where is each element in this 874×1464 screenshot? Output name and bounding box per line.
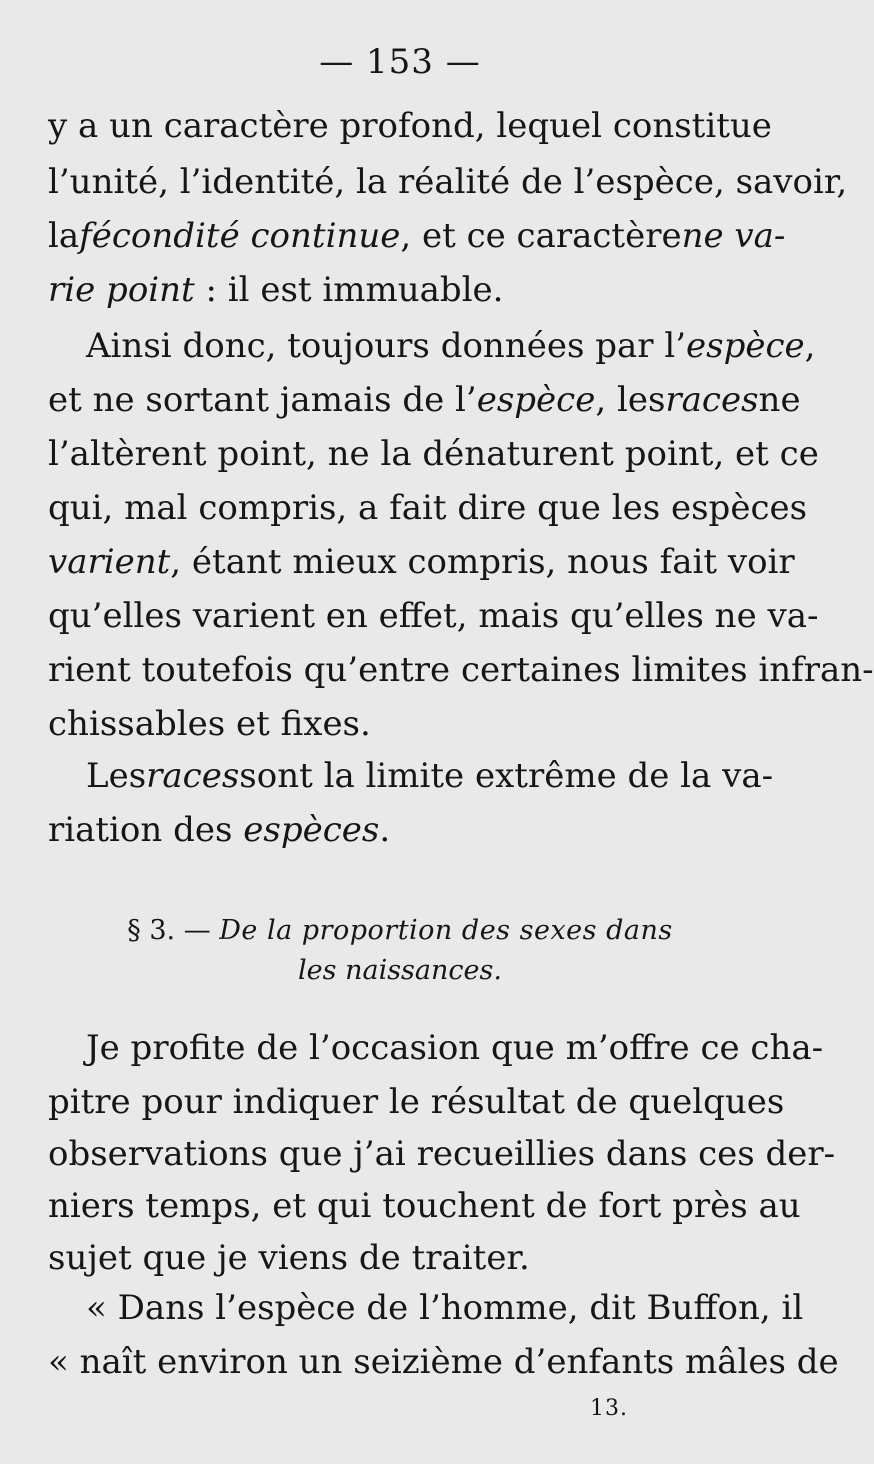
text-line bbox=[48, 266, 752, 314]
italic-term: espèce bbox=[476, 380, 596, 420]
section-number: § 3. — bbox=[127, 915, 220, 946]
italic-term: races bbox=[146, 756, 240, 796]
text-span: , bbox=[804, 326, 816, 366]
section-title: De la proportion des sexes dans bbox=[219, 915, 673, 946]
page-number: — 153 — bbox=[319, 42, 481, 82]
text-line bbox=[86, 322, 816, 370]
text-line: sujet que je viens de traiter. bbox=[48, 1238, 530, 1278]
text-span: sont la limite extrême de la va- bbox=[239, 756, 774, 796]
section-heading bbox=[0, 912, 800, 950]
text-span: , et ce caractère bbox=[400, 216, 682, 256]
text-line: qu’elles varient en effet, mais qu’elles ne va- bbox=[48, 596, 819, 636]
text-line: niers temps, et qui touchent de fort près au bbox=[48, 1186, 801, 1226]
italic-term: espèce bbox=[686, 326, 805, 366]
text-line bbox=[48, 806, 752, 854]
text-span: : il est immuable. bbox=[194, 270, 504, 310]
text-line: l’altèrent point, ne la dénaturent point, et ce bbox=[48, 434, 819, 474]
text-line: chissables et fixes. bbox=[48, 704, 371, 744]
text-line bbox=[86, 752, 774, 800]
text-line bbox=[48, 538, 795, 586]
italic-term: espèces bbox=[243, 810, 380, 850]
text-span: . bbox=[379, 810, 391, 850]
italic-term: races bbox=[665, 380, 759, 420]
text-span: , étant mieux compris, nous fait voir bbox=[170, 542, 795, 582]
signature-mark: 13. bbox=[590, 1396, 628, 1421]
quote-line: « Dans l’espèce de l’homme, dit Buffon, il bbox=[86, 1288, 804, 1328]
text-line: Je profite de l’occasion que m’offre ce cha- bbox=[86, 1028, 824, 1068]
quote-line: « naît environ un seizième d’enfants mâles de bbox=[48, 1342, 839, 1382]
text-span: et ne sortant jamais de l’ bbox=[48, 380, 477, 420]
text-line bbox=[48, 376, 801, 424]
text-line: observations que j’ai recueillies dans ces der- bbox=[48, 1134, 836, 1174]
text-line: l’unité, l’identité, la réalité de l’espèce, savoir, bbox=[48, 162, 848, 202]
text-span: ne bbox=[758, 380, 801, 420]
italic-term: ne va- bbox=[681, 216, 786, 256]
text-span: riation des bbox=[48, 810, 244, 850]
text-span: , les bbox=[595, 380, 666, 420]
text-line: qui, mal compris, a fait dire que les espèces bbox=[48, 488, 808, 528]
text-span: Ainsi donc, toujours données par l’ bbox=[86, 326, 686, 366]
italic-term: varient bbox=[48, 542, 171, 582]
text-line: rient toutefois qu’entre certaines limites infran- bbox=[48, 650, 874, 690]
italic-term: fécondité continue bbox=[79, 216, 401, 256]
text-line: y a un caractère profond, lequel constitue bbox=[48, 106, 772, 146]
text-span: la bbox=[48, 216, 80, 256]
italic-term: rie point bbox=[48, 270, 195, 310]
text-line bbox=[48, 212, 786, 260]
text-span: Les bbox=[86, 756, 147, 796]
text-line: pitre pour indiquer le résultat de quelques bbox=[48, 1082, 785, 1122]
section-title-continued: les naissances. bbox=[298, 955, 502, 986]
